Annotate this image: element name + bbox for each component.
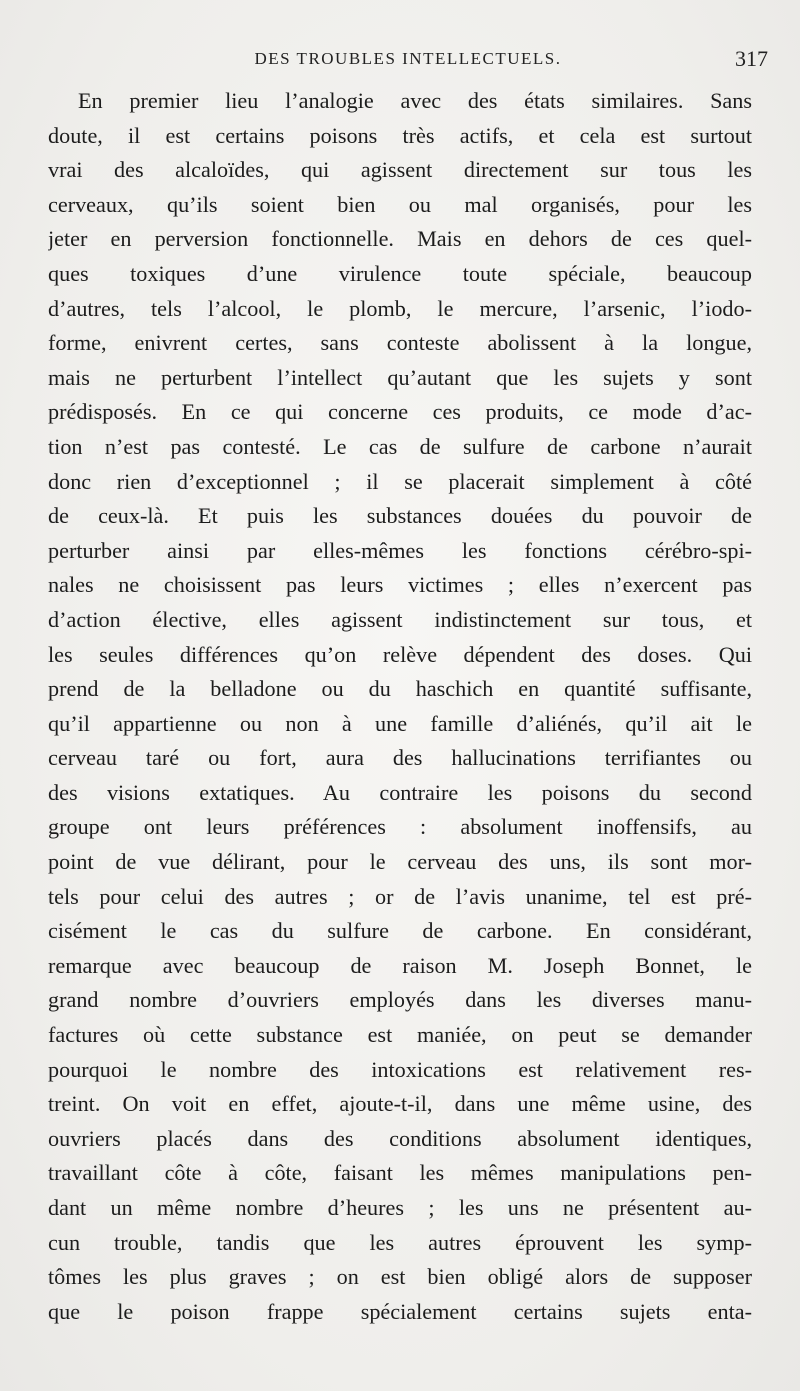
text-line: dant un même nombre d’heures ; les uns ne présentent au-	[48, 1195, 752, 1220]
text-line: tômes les plus graves ; on est bien obligé alors de supposer	[48, 1264, 752, 1290]
text-line: doute, il est certains poisons très actifs, et cela est surtout	[48, 122, 752, 148]
text-line: travaillant côte à côte, faisant les mêmes manipulations pen-	[48, 1160, 752, 1186]
text-line: vrai des alcaloïdes, qui agissent directement sur tous les	[48, 157, 752, 183]
text-line: remarque avec beaucoup de raison M. Joseph Bonnet, le	[48, 952, 752, 978]
body-text	[48, 84, 752, 1329]
text-line: pourquoi le nombre des intoxications est relativement res-	[48, 1056, 752, 1082]
text-line: prédisposés. En ce qui concerne ces produits, ce mode d’ac-	[48, 399, 752, 425]
text-line: mais ne perturbent l’intellect qu’autant que les sujets y sont	[48, 364, 752, 390]
text-line: cun trouble, tandis que les autres éprouvent les symp-	[48, 1229, 752, 1255]
text-line: de ceux-là. Et puis les substances douées du pouvoir de	[48, 503, 752, 529]
text-line: point de vue délirant, pour le cerveau des uns, ils sont mor-	[48, 849, 752, 875]
text-line: groupe ont leurs préférences : absolument inoffensifs, au	[48, 814, 752, 840]
text-line: perturber ainsi par elles-mêmes les fonctions cérébro-spi-	[48, 537, 752, 563]
text-line: d’autres, tels l’alcool, le plomb, le mercure, l’arsenic, l’iodo-	[48, 295, 752, 321]
text-line: qu’il appartienne ou non à une famille d’aliénés, qu’il ait le	[48, 710, 752, 736]
text-line: cerveau taré ou fort, aura des hallucinations terrifiantes ou	[48, 745, 752, 771]
text-line: ques toxiques d’une virulence toute spéciale, beaucoup	[48, 260, 752, 286]
text-line: tels pour celui des autres ; or de l’avis unanime, tel est pré-	[48, 883, 752, 909]
text-line: les seules différences qu’on relève dépendent des doses. Qui	[48, 641, 752, 667]
text-line: donc rien d’exceptionnel ; il se placerait simplement à côté	[48, 468, 752, 494]
running-title: DES TROUBLES INTELLECTUELS.	[254, 49, 562, 68]
text-line: forme, enivrent certes, sans conteste abolissent à la longue,	[48, 330, 752, 356]
text-line: factures où cette substance est maniée, on peut se demander	[48, 1022, 752, 1048]
text-line: cerveaux, qu’ils soient bien ou mal organisés, pour les	[48, 191, 752, 217]
text-line: treint. On voit en effet, ajoute-t-il, dans une même usine, des	[48, 1091, 752, 1117]
text-line: jeter en perversion fonctionnelle. Mais en dehors de ces quel-	[48, 226, 752, 252]
page-number: 317	[735, 46, 768, 71]
text-line: grand nombre d’ouvriers employés dans les diverses manu-	[48, 987, 752, 1013]
text-line: des visions extatiques. Au contraire les poisons du second	[48, 779, 752, 805]
text-line: prend de la belladone ou du haschich en quantité suffisante,	[48, 676, 752, 702]
text-line: ouvriers placés dans des conditions absolument identiques,	[48, 1125, 752, 1151]
text-line: que le poison frappe spécialement certains sujets enta-	[48, 1298, 752, 1324]
text-line: tion n’est pas contesté. Le cas de sulfure de carbone n’aurait	[48, 433, 752, 459]
text-line: nales ne choisissent pas leurs victimes ; elles n’exercent pas	[48, 572, 752, 598]
text-line: En premier lieu l’analogie avec des états similaires. Sans	[78, 88, 752, 113]
text-line: cisément le cas du sulfure de carbone. En considérant,	[48, 918, 752, 944]
text-line: d’action élective, elles agissent indistinctement sur tous, et	[48, 606, 752, 632]
running-head	[48, 44, 768, 74]
